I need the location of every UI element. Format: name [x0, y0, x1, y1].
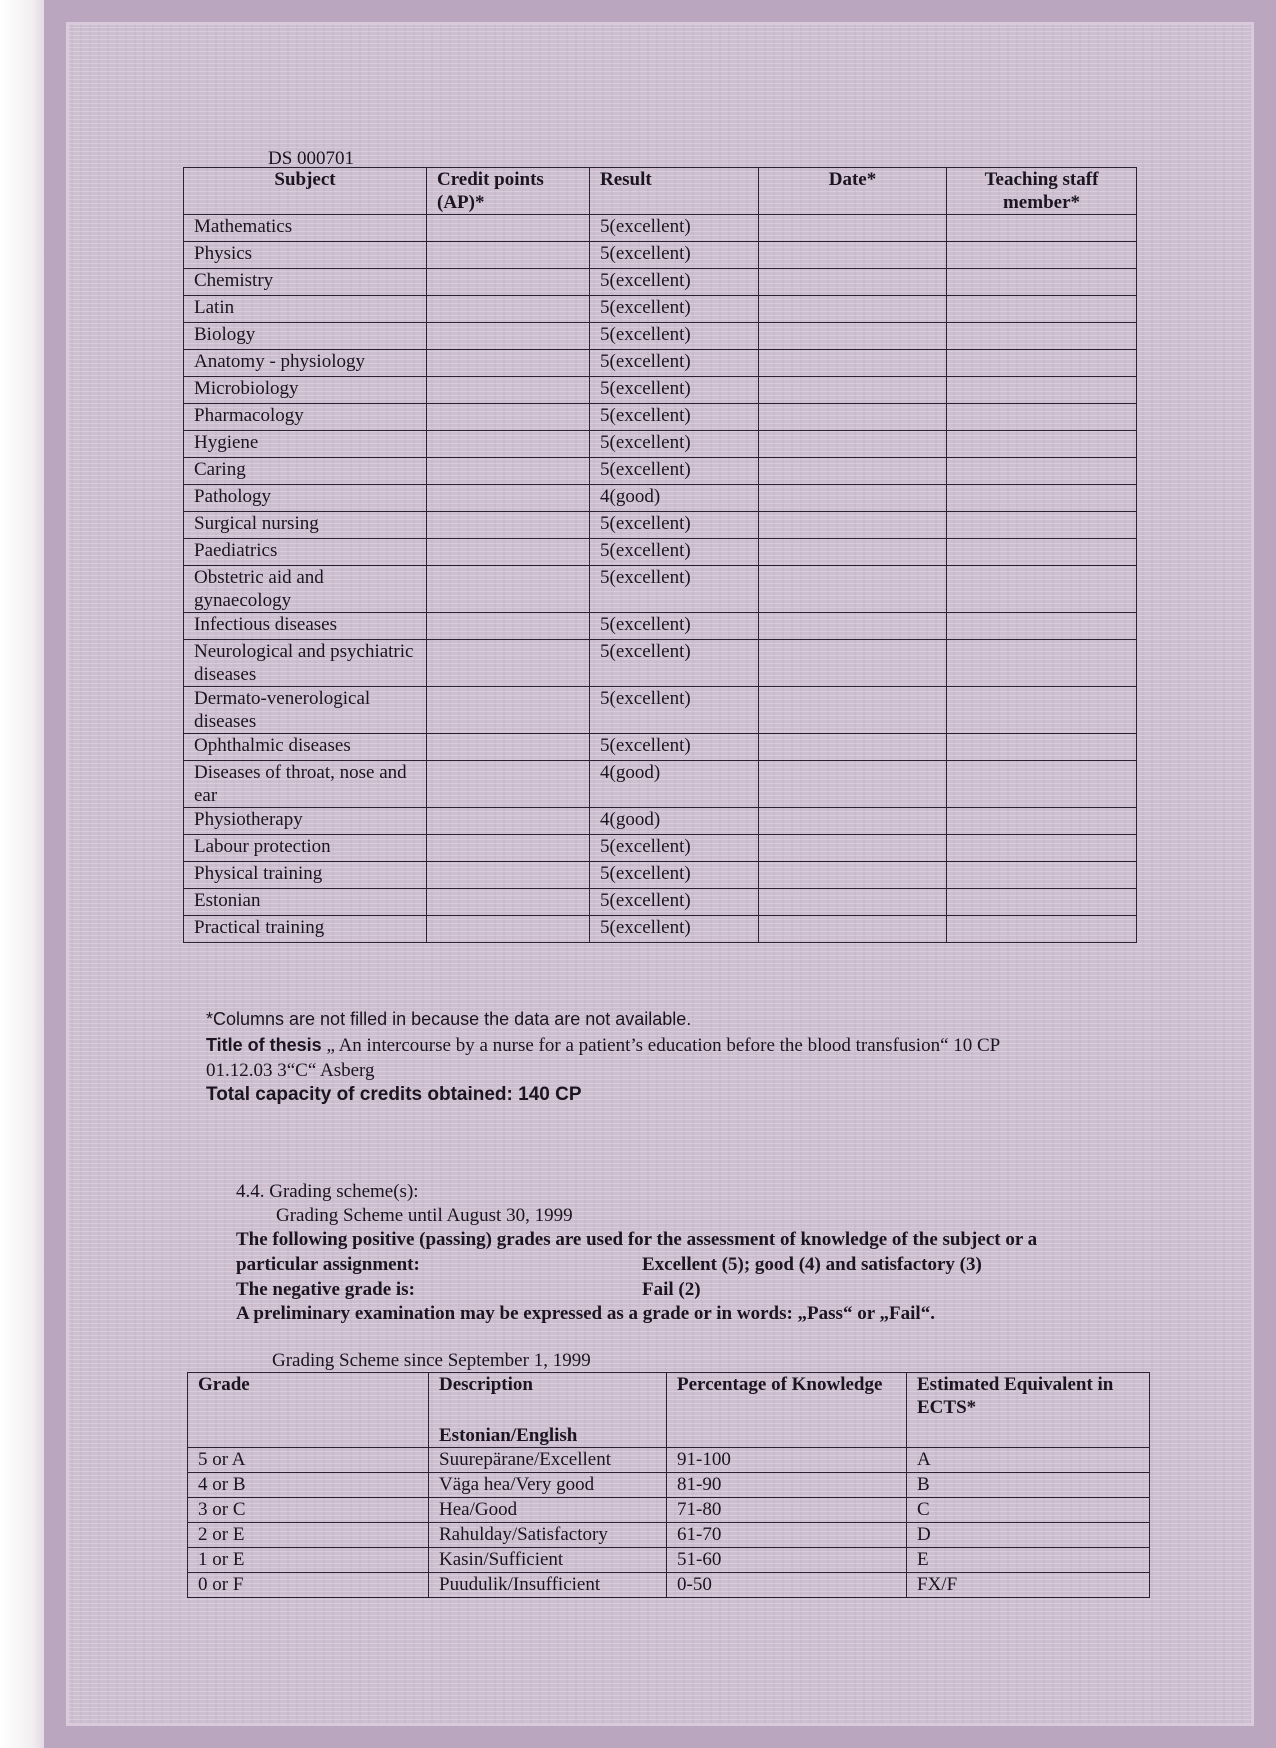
percentage-cell: 61-70: [667, 1523, 907, 1548]
date-cell: [759, 613, 947, 640]
col-credit-points: Credit points (AP)*: [427, 168, 590, 215]
subject-row: [184, 323, 1137, 350]
result-cell: 5(excellent): [590, 404, 759, 431]
grade-row: [188, 1498, 1150, 1523]
teaching-staff-cell: [947, 862, 1137, 889]
subject-cell: Latin: [184, 296, 427, 323]
teaching-staff-cell: [947, 377, 1137, 404]
teaching-staff-cell: [947, 613, 1137, 640]
grade-row: [188, 1523, 1150, 1548]
description-cell: Väga hea/Very good: [429, 1473, 667, 1498]
thesis-line: [206, 1035, 1000, 1057]
teaching-staff-cell: [947, 835, 1137, 862]
subject-cell: Practical training: [184, 916, 427, 943]
result-cell: 5(excellent): [590, 862, 759, 889]
subject-cell: Surgical nursing: [184, 512, 427, 539]
teaching-staff-cell: [947, 687, 1137, 734]
ects-cell: A: [907, 1448, 1150, 1473]
subject-cell: Microbiology: [184, 377, 427, 404]
subject-row: [184, 296, 1137, 323]
result-cell: 5(excellent): [590, 350, 759, 377]
teaching-staff-cell: [947, 242, 1137, 269]
credit-points-cell: [427, 808, 590, 835]
description-header-sub: Estonian/English: [439, 1425, 578, 1446]
teaching-staff-cell: [947, 808, 1137, 835]
subject-row: [184, 734, 1137, 761]
credit-points-cell: [427, 323, 590, 350]
result-cell: 5(excellent): [590, 687, 759, 734]
teaching-staff-cell: [947, 350, 1137, 377]
date-cell: [759, 808, 947, 835]
teaching-staff-cell: [947, 916, 1137, 943]
grade-cell: 3 or C: [188, 1498, 429, 1523]
subject-cell: Neurological and psychiatric diseases: [184, 640, 427, 687]
positive-grades-intro: The following positive (passing) grades are used for the assessment of knowledge of the subject or a: [236, 1229, 1038, 1250]
result-cell: 5(excellent): [590, 377, 759, 404]
date-cell: [759, 323, 947, 350]
result-cell: 5(excellent): [590, 566, 759, 613]
date-cell: [759, 404, 947, 431]
result-cell: 5(excellent): [590, 835, 759, 862]
description-cell: Hea/Good: [429, 1498, 667, 1523]
date-cell: [759, 296, 947, 323]
credit-points-cell: [427, 404, 590, 431]
date-cell: [759, 687, 947, 734]
date-cell: [759, 761, 947, 808]
subject-cell: Anatomy - physiology: [184, 350, 427, 377]
date-cell: [759, 485, 947, 512]
col-percentage: Percentage of Knowledge: [667, 1373, 907, 1448]
teaching-staff-cell: [947, 734, 1137, 761]
subject-row: [184, 458, 1137, 485]
subject-row: [184, 404, 1137, 431]
grade-cell: 4 or B: [188, 1473, 429, 1498]
date-cell: [759, 889, 947, 916]
result-cell: 4(good): [590, 485, 759, 512]
ects-cell: B: [907, 1473, 1150, 1498]
scan-margin: [0, 0, 44, 1748]
credit-points-cell: [427, 458, 590, 485]
result-cell: 5(excellent): [590, 242, 759, 269]
grade-row: [188, 1448, 1150, 1473]
subject-cell: Caring: [184, 458, 427, 485]
percentage-cell: 0-50: [667, 1573, 907, 1598]
result-cell: 5(excellent): [590, 269, 759, 296]
teaching-staff-cell: [947, 323, 1137, 350]
grade-header-row: [188, 1373, 1150, 1448]
date-cell: [759, 215, 947, 242]
grade-table: [187, 1372, 1150, 1598]
col-subject: Subject: [184, 168, 427, 215]
subject-row: [184, 512, 1137, 539]
description-cell: Suurepärane/Excellent: [429, 1448, 667, 1473]
subject-row: [184, 350, 1137, 377]
date-cell: [759, 458, 947, 485]
subject-cell: Mathematics: [184, 215, 427, 242]
subject-row: [184, 808, 1137, 835]
subject-cell: Diseases of throat, nose and ear: [184, 761, 427, 808]
credit-points-cell: [427, 889, 590, 916]
subject-cell: Labour protection: [184, 835, 427, 862]
col-grade: Grade: [188, 1373, 429, 1448]
negative-grade-value: Fail (2): [642, 1279, 701, 1300]
date-cell: [759, 431, 947, 458]
credit-points-cell: [427, 862, 590, 889]
subjects-header-row: [184, 168, 1137, 215]
credit-points-cell: [427, 613, 590, 640]
total-credits: Total capacity of credits obtained: 140 CP: [206, 1084, 582, 1105]
credit-points-cell: [427, 835, 590, 862]
teaching-staff-cell: [947, 889, 1137, 916]
teaching-staff-cell: [947, 566, 1137, 613]
thesis-details: 01.12.03 3“C“ Asberg: [206, 1060, 375, 1081]
date-cell: [759, 640, 947, 687]
subject-row: [184, 242, 1137, 269]
subject-cell: Estonian: [184, 889, 427, 916]
thesis-title: „ An intercourse by a nurse for a patient’s education before the blood transfusion“ 10 CP: [326, 1035, 1001, 1056]
negative-grade-label: The negative grade is:: [236, 1279, 415, 1300]
result-cell: 5(excellent): [590, 613, 759, 640]
subject-row: [184, 215, 1137, 242]
footnote: *Columns are not filled in because the data are not available.: [206, 1009, 692, 1029]
document-reference: DS 000701: [268, 148, 355, 169]
credit-points-cell: [427, 761, 590, 808]
description-cell: Kasin/Sufficient: [429, 1548, 667, 1573]
description-cell: Puudulik/Insufficient: [429, 1573, 667, 1598]
teaching-staff-cell: [947, 485, 1137, 512]
subject-row: [184, 566, 1137, 613]
subject-row: [184, 916, 1137, 943]
positive-grades-label: particular assignment:: [236, 1254, 420, 1275]
col-teaching-staff: Teaching staff member*: [947, 168, 1137, 215]
subject-cell: Obstetric aid and gynaecology: [184, 566, 427, 613]
result-cell: 5(excellent): [590, 512, 759, 539]
credit-points-cell: [427, 269, 590, 296]
credit-points-cell: [427, 350, 590, 377]
result-cell: 4(good): [590, 808, 759, 835]
credit-points-cell: [427, 687, 590, 734]
date-cell: [759, 377, 947, 404]
credit-points-cell: [427, 916, 590, 943]
date-cell: [759, 350, 947, 377]
date-cell: [759, 916, 947, 943]
date-cell: [759, 835, 947, 862]
subject-row: [184, 613, 1137, 640]
subject-cell: Paediatrics: [184, 539, 427, 566]
credit-points-cell: [427, 485, 590, 512]
credit-points-cell: [427, 566, 590, 613]
teaching-staff-cell: [947, 215, 1137, 242]
credit-points-cell: [427, 539, 590, 566]
teaching-staff-cell: [947, 761, 1137, 808]
subject-cell: Dermato-venerological diseases: [184, 687, 427, 734]
result-cell: 5(excellent): [590, 296, 759, 323]
grade-cell: 2 or E: [188, 1523, 429, 1548]
subject-cell: Physiotherapy: [184, 808, 427, 835]
grade-row: [188, 1473, 1150, 1498]
percentage-cell: 71-80: [667, 1498, 907, 1523]
result-cell: 5(excellent): [590, 916, 759, 943]
teaching-staff-cell: [947, 296, 1137, 323]
grade-cell: 0 or F: [188, 1573, 429, 1598]
date-cell: [759, 269, 947, 296]
subject-cell: Infectious diseases: [184, 613, 427, 640]
preliminary-exam-note: A preliminary examination may be expressed as a grade or in words: „Pass“ or „Fail“.: [236, 1303, 935, 1324]
result-cell: 5(excellent): [590, 640, 759, 687]
result-cell: 5(excellent): [590, 889, 759, 916]
result-cell: 5(excellent): [590, 431, 759, 458]
subject-cell: Pharmacology: [184, 404, 427, 431]
result-cell: 5(excellent): [590, 734, 759, 761]
subject-row: [184, 640, 1137, 687]
credit-points-cell: [427, 296, 590, 323]
credit-points-cell: [427, 734, 590, 761]
teaching-staff-cell: [947, 640, 1137, 687]
teaching-staff-cell: [947, 431, 1137, 458]
ects-cell: D: [907, 1523, 1150, 1548]
percentage-cell: 91-100: [667, 1448, 907, 1473]
description-cell: Rahulday/Satisfactory: [429, 1523, 667, 1548]
grade-cell: 5 or A: [188, 1448, 429, 1473]
subject-row: [184, 539, 1137, 566]
credit-points-cell: [427, 512, 590, 539]
ects-cell: C: [907, 1498, 1150, 1523]
result-cell: 5(excellent): [590, 323, 759, 350]
subject-row: [184, 761, 1137, 808]
subject-row: [184, 431, 1137, 458]
subject-cell: Chemistry: [184, 269, 427, 296]
col-result: Result: [590, 168, 759, 215]
grading-heading: 4.4. Grading scheme(s):: [236, 1181, 419, 1202]
credit-points-cell: [427, 242, 590, 269]
teaching-staff-cell: [947, 458, 1137, 485]
grading-since-heading: Grading Scheme since September 1, 1999: [272, 1350, 591, 1371]
teaching-staff-cell: [947, 512, 1137, 539]
col-description: [429, 1373, 667, 1448]
result-cell: 5(excellent): [590, 215, 759, 242]
date-cell: [759, 242, 947, 269]
percentage-cell: 51-60: [667, 1548, 907, 1573]
positive-grades-value: Excellent (5); good (4) and satisfactory (3): [642, 1254, 982, 1275]
date-cell: [759, 539, 947, 566]
grade-cell: 1 or E: [188, 1548, 429, 1573]
result-cell: 4(good): [590, 761, 759, 808]
subject-row: [184, 889, 1137, 916]
col-ects: Estimated Equivalent in ECTS*: [907, 1373, 1150, 1448]
subject-cell: Biology: [184, 323, 427, 350]
grade-row: [188, 1548, 1150, 1573]
teaching-staff-cell: [947, 539, 1137, 566]
percentage-cell: 81-90: [667, 1473, 907, 1498]
subject-cell: Physical training: [184, 862, 427, 889]
credit-points-cell: [427, 377, 590, 404]
result-cell: 5(excellent): [590, 458, 759, 485]
credit-points-cell: [427, 640, 590, 687]
subject-cell: Physics: [184, 242, 427, 269]
teaching-staff-cell: [947, 404, 1137, 431]
subject-cell: Ophthalmic diseases: [184, 734, 427, 761]
teaching-staff-cell: [947, 269, 1137, 296]
subject-row: [184, 485, 1137, 512]
credit-points-cell: [427, 431, 590, 458]
grade-row: [188, 1573, 1150, 1598]
subjects-table: [183, 167, 1137, 943]
subject-row: [184, 835, 1137, 862]
credit-points-cell: [427, 215, 590, 242]
ects-cell: E: [907, 1548, 1150, 1573]
subject-row: [184, 687, 1137, 734]
date-cell: [759, 734, 947, 761]
result-cell: 5(excellent): [590, 539, 759, 566]
subject-row: [184, 862, 1137, 889]
grading-until-heading: Grading Scheme until August 30, 1999: [276, 1205, 573, 1226]
thesis-label: Title of thesis: [206, 1035, 322, 1055]
date-cell: [759, 566, 947, 613]
subject-cell: Hygiene: [184, 431, 427, 458]
col-date: Date*: [759, 168, 947, 215]
date-cell: [759, 862, 947, 889]
date-cell: [759, 512, 947, 539]
subject-row: [184, 269, 1137, 296]
subject-cell: Pathology: [184, 485, 427, 512]
description-header-label: Description: [439, 1374, 533, 1395]
subject-row: [184, 377, 1137, 404]
ects-cell: FX/F: [907, 1573, 1150, 1598]
